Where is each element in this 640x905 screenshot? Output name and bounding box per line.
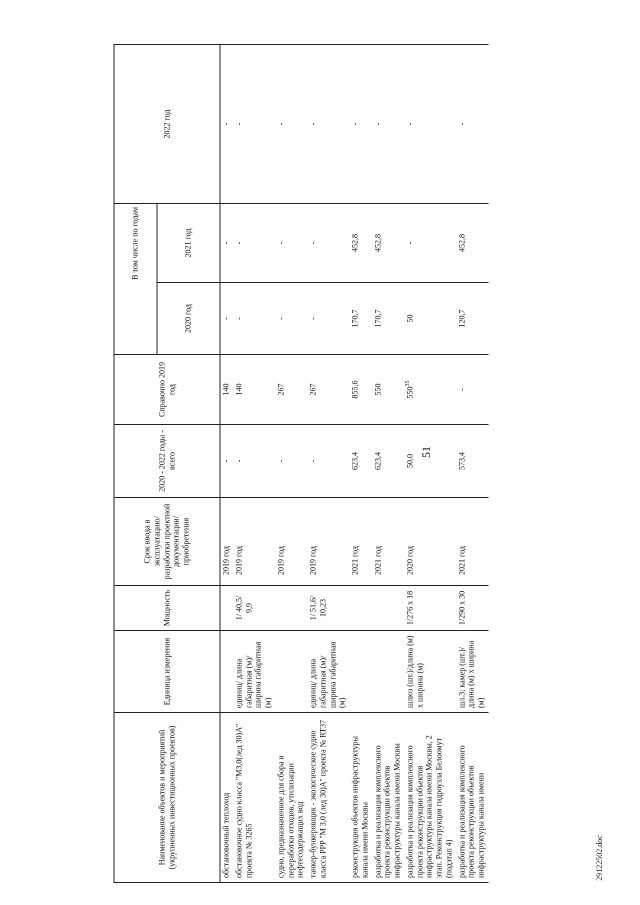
cell-deadline: 2019 год <box>308 498 350 586</box>
footnote-marker: 35 <box>404 380 411 387</box>
cell-capacity: 1/290 х 30 <box>456 586 488 631</box>
cell-name: судно, предназначенное для сбора и переработки отходов, утилизации нефтесодержащих вод <box>275 713 307 883</box>
table-row <box>404 44 456 882</box>
table-row <box>220 44 233 882</box>
cell-total: 623,4 <box>350 425 373 498</box>
cell-unit <box>372 631 404 713</box>
cell-deadline: 2021 год <box>350 498 373 586</box>
cell-name: реконструкция объектов инфраструктуры канала имени Москвы <box>350 713 373 883</box>
header-unit: Единица измерения <box>114 631 220 713</box>
investment-projects-table <box>114 44 489 883</box>
cell-2021: - <box>404 203 456 282</box>
cell-ref-2019: 267 <box>275 355 307 425</box>
cell-2021: - <box>220 203 233 282</box>
cell-ref-2019: 855,6 <box>350 355 373 425</box>
cell-total: 623,4 <box>372 425 404 498</box>
cell-capacity <box>220 586 233 631</box>
cell-name: танкер-бункеровщик - экологическое судно класса РРР "М 3,0 (лед 30)А" проекта № RT37 <box>308 713 350 883</box>
table-header-row <box>114 44 157 882</box>
cell-deadline: 2020 год <box>404 498 456 586</box>
header-2021: 2021 год <box>157 203 220 282</box>
cell-deadline: 2021 год <box>372 498 404 586</box>
cell-2020: - <box>275 283 307 355</box>
cell-ref-2019-value: 550 <box>405 386 415 399</box>
page-number: 51 <box>419 446 433 458</box>
cell-total: 573,4 <box>456 425 488 498</box>
cell-ref-2019: 267 <box>308 355 350 425</box>
cell-total: - <box>220 425 233 498</box>
header-2022: 2022 год <box>114 44 220 203</box>
header-capacity: Мощность <box>114 586 220 631</box>
table-row <box>372 44 404 882</box>
cell-2020: - <box>233 283 275 355</box>
cell-capacity <box>275 586 307 631</box>
cell-name: обстановочный теплоход <box>220 713 233 883</box>
cell-2021: 452,8 <box>372 203 404 282</box>
cell-2022: - <box>275 44 307 203</box>
cell-unit: шлюз (шт.)/длина (м) х ширина (м) <box>404 631 456 713</box>
table-row <box>456 44 488 882</box>
cell-capacity: 1/ 40,5/ 9,9 <box>233 586 275 631</box>
cell-name: разработка и реализация комплексного проекта реконструкции объектов инфраструктуры канала имени <box>456 713 488 883</box>
cell-unit: шл.3; камер (шт.)/ длина (м) х ширина (м) <box>456 631 488 713</box>
cell-2022: - <box>372 44 404 203</box>
cell-2020: 170,7 <box>372 283 404 355</box>
cell-ref-2019: 140 <box>233 355 275 425</box>
cell-2021: 452,8 <box>456 203 488 282</box>
cell-unit: единиц/ длина габаритная (м)/ширина габаритная (м) <box>233 631 275 713</box>
document-code: 29122502.doc <box>595 835 604 881</box>
cell-total: - <box>308 425 350 498</box>
cell-2020: 50 <box>404 283 456 355</box>
cell-total: - <box>275 425 307 498</box>
rotated-table-container <box>114 45 527 883</box>
header-ref-2019: Справочно 2019 год <box>114 355 220 425</box>
cell-name: разработка и реализация комплексного проекта реконструкции объектов инфраструктуры канала имени Москвы <box>372 713 404 883</box>
cell-name: разработка и реализация комплексного проекта реконструкции объектов инфраструктуры канала имени Москвы, 2 этап. Реконструкция гидроузла Белоомут (подэтап 4) <box>404 713 456 883</box>
cell-2020: - <box>308 283 350 355</box>
cell-ref-2019: - <box>456 355 488 425</box>
cell-2020: - <box>220 283 233 355</box>
cell-name: обстановочное судно класса "М3,0(лед 30)А" проекта № 3265 <box>233 713 275 883</box>
table-row <box>350 44 373 882</box>
table-row <box>308 44 350 882</box>
cell-unit: единиц/ длина габаритная (м)/ширина габаритная (м) <box>308 631 350 713</box>
table-row <box>233 44 275 882</box>
cell-2022: - <box>350 44 373 203</box>
header-by-years: В том числе по годам <box>114 203 157 354</box>
cell-ref-2019: 140 <box>220 355 233 425</box>
cell-2020: 120,7 <box>456 283 488 355</box>
table-row <box>275 44 307 882</box>
cell-deadline: 2021 год <box>456 498 488 586</box>
cell-2020: 170,7 <box>350 283 373 355</box>
cell-ref-2019: 550 <box>372 355 404 425</box>
cell-unit <box>220 631 233 713</box>
cell-total: - <box>233 425 275 498</box>
cell-capacity <box>372 586 404 631</box>
cell-deadline: 2019 год <box>275 498 307 586</box>
cell-ref-2019 <box>404 355 456 425</box>
header-total: 2020 - 2022 годы - всего <box>114 425 220 498</box>
cell-2021: 452,8 <box>350 203 373 282</box>
cell-total: 50,0 <box>404 425 456 498</box>
cell-unit <box>350 631 373 713</box>
cell-capacity: 1/ 51,6/ 10,23 <box>308 586 350 631</box>
cell-2022: - <box>220 44 233 203</box>
cell-2022: - <box>404 44 456 203</box>
cell-deadline: 2019 год <box>233 498 275 586</box>
cell-2021: - <box>233 203 275 282</box>
cell-deadline: 2019 год <box>220 498 233 586</box>
cell-2021: - <box>275 203 307 282</box>
header-2020: 2020 год <box>157 283 220 355</box>
cell-capacity: 1/276 х 18 <box>404 586 456 631</box>
cell-2022: - <box>308 44 350 203</box>
header-name: Наименование объектов и мероприятий (укрупненных инвестиционных проектов) <box>114 713 220 883</box>
cell-2021: - <box>308 203 350 282</box>
cell-2022: - <box>456 44 488 203</box>
cell-unit <box>275 631 307 713</box>
cell-2022: - <box>233 44 275 203</box>
cell-capacity <box>350 586 373 631</box>
header-deadline: Срок ввода в эксплуатацию/ разработки проектной документации/ приобретения <box>114 498 220 586</box>
